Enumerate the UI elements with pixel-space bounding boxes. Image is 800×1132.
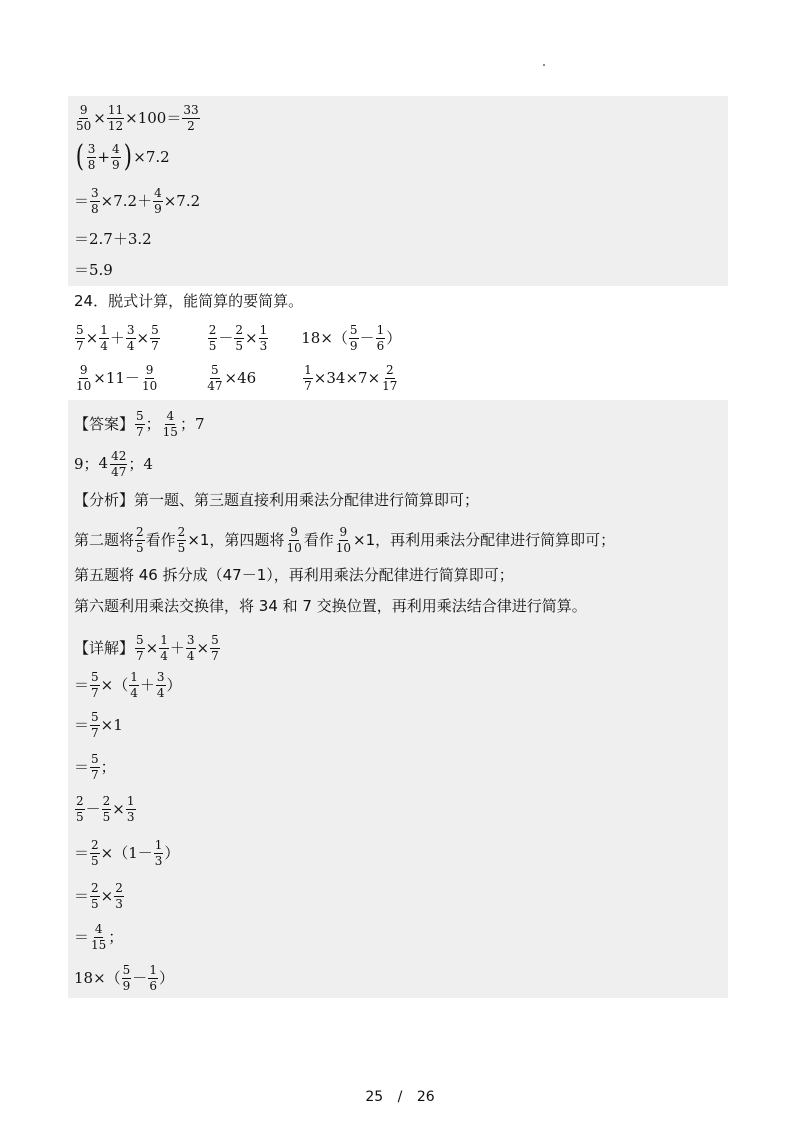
fraction: $\frac{1}{3}$ [154, 838, 163, 868]
fraction: $\frac{9}{10}$ [76, 363, 92, 393]
fraction: $\frac{9}{10}$ [286, 525, 302, 555]
equals: ＝ [74, 715, 90, 734]
separator: ； [145, 414, 161, 433]
analysis-line-3 [74, 568, 514, 583]
expression-text: 18×（ [74, 968, 121, 987]
calc-line-1 [74, 104, 201, 132]
fraction: $\frac{2}{5}$ [91, 838, 99, 868]
fraction: $\frac{9}{50}$ [76, 103, 92, 133]
fraction: $\frac{2}{5}$ [136, 525, 144, 555]
operator: × [93, 108, 106, 127]
fraction: $\frac{1}{4}$ [100, 323, 108, 353]
operator: × [245, 328, 258, 347]
analysis-text: 看作 [303, 530, 334, 549]
analysis-text: ×1，第四题将 [187, 530, 285, 549]
fraction: $\frac{3}{4}$ [186, 633, 195, 663]
fraction: $\frac{4}{9}$ [111, 141, 120, 172]
expression-text: ×（1－ [100, 843, 153, 862]
answer-line-2 [74, 450, 153, 478]
fraction: $\frac{3}{8}$ [91, 186, 99, 216]
analysis-line-2 [74, 526, 615, 554]
calc-line-2 [74, 139, 170, 174]
page-dot [543, 64, 545, 66]
analysis-line-1 [74, 493, 479, 508]
fraction: $\frac{5}{47}$ [207, 363, 223, 393]
expression-text: 18×（ [301, 328, 348, 347]
answer-label: 【答案】 [74, 414, 135, 433]
analysis-text: 第一题、第三题直接利用乘法分配律进行简算即可； [134, 491, 480, 509]
calc-line-5 [74, 263, 113, 278]
operator: × [85, 328, 99, 347]
operator: + [97, 147, 110, 166]
fraction: $\frac{5}{7}$ [136, 633, 144, 663]
expression-text: ） [164, 843, 180, 862]
fraction: $\frac{5}{7}$ [91, 710, 99, 740]
detail-step-8 [74, 923, 123, 951]
operator: × [196, 638, 210, 657]
fraction: $\frac{2}{5}$ [235, 323, 244, 353]
equals: ＝ [74, 886, 90, 905]
fraction: $\frac{5}{7}$ [91, 752, 99, 782]
calc-line-3 [74, 187, 200, 215]
operator: － [359, 328, 375, 347]
detail-label: 【详解】 [74, 638, 135, 657]
fraction: $\frac{5}{7}$ [136, 409, 144, 439]
right-paren: ) [123, 139, 132, 174]
fraction: $\frac{5}{7}$ [76, 323, 84, 353]
expression-text: ×34×7× [313, 368, 381, 387]
fraction: $\frac{3}{8}$ [87, 141, 96, 172]
detail-step-2 [74, 671, 182, 699]
fraction: $\frac{5}{7}$ [211, 633, 219, 663]
page-number [0, 1089, 800, 1105]
expression-text: ×7.2 [133, 147, 170, 166]
expression-text: ×100＝ [125, 108, 182, 127]
fraction: $\frac{2}{17}$ [382, 363, 398, 393]
operator: × [136, 328, 150, 347]
fraction: $\frac{4}{15}$ [162, 409, 178, 439]
expression-text: ×1 [100, 715, 123, 734]
fraction: $\frac{1}{6}$ [376, 323, 385, 353]
fraction: $\frac{1}{4}$ [160, 633, 168, 663]
question-24-title [74, 294, 303, 309]
question-24-row-1 [74, 324, 401, 352]
fraction: $\frac{2}{3}$ [115, 881, 123, 911]
fraction: $\frac{2}{5}$ [208, 323, 217, 353]
fraction: $\frac{5}{9}$ [349, 323, 358, 353]
answer-line-1 [74, 410, 205, 438]
fraction: $\frac{1}{7}$ [304, 363, 312, 393]
operator: × [100, 886, 114, 905]
fraction: $\frac{5}{7}$ [91, 670, 99, 700]
expression-text: ×（ [100, 675, 129, 694]
total-pages: 26 [416, 1089, 435, 1105]
fraction: $\frac{9}{10}$ [335, 525, 352, 555]
fraction: $\frac{1}{6}$ [149, 963, 157, 993]
expression-text: ； [108, 927, 124, 946]
expression-text: ×7.2 [163, 191, 201, 210]
current-page: 25 [365, 1089, 384, 1105]
page-separator: / [397, 1089, 403, 1105]
fraction: $\frac{2}{5}$ [177, 525, 186, 555]
expression-text: ） [158, 968, 174, 987]
mixed-number: 4 $\frac{42}{47}$ [98, 449, 127, 479]
analysis-text: 看作 [145, 530, 176, 549]
answer-value: ；4 [128, 454, 153, 473]
analysis-label: 【分析】 [74, 491, 135, 509]
equals: ＝ [74, 843, 90, 862]
fraction: $\frac{9}{10}$ [141, 363, 158, 393]
operator: × [112, 799, 125, 818]
fraction: $\frac{1}{4}$ [130, 670, 138, 700]
fraction: $\frac{2}{5}$ [91, 881, 99, 911]
analysis-text: ×1，再利用乘法分配律进行简算即可； [353, 530, 616, 549]
fraction: $\frac{3}{4}$ [156, 670, 165, 700]
fraction: $\frac{33}{2}$ [183, 103, 199, 133]
detail-step-7 [74, 882, 125, 910]
equals: ＝ [74, 675, 90, 694]
equals: ＝ [74, 927, 90, 946]
expression-text: ； [100, 757, 116, 776]
fraction: $\frac{4}{9}$ [154, 186, 162, 216]
fraction: $\frac{2}{5}$ [76, 794, 84, 824]
operator: － [85, 799, 101, 818]
expression-text: ） [166, 675, 182, 694]
detail-step-9 [74, 964, 174, 992]
separator: ； [179, 414, 195, 433]
operator: － [132, 968, 148, 987]
answer-value: 9； [74, 454, 99, 473]
equals: ＝ [74, 191, 90, 210]
answer-value: 7 [194, 414, 205, 433]
detail-step-5 [74, 795, 137, 823]
detail-step-4 [74, 753, 116, 781]
operator: ＋ [109, 328, 125, 347]
fraction: $\frac{3}{4}$ [126, 323, 135, 353]
operator: × [145, 638, 159, 657]
calc-line-4 [74, 232, 152, 247]
detail-step-3 [74, 711, 123, 739]
fraction: $\frac{11}{12}$ [107, 103, 124, 133]
fraction: $\frac{5}{9}$ [122, 963, 131, 993]
operator: ＋ [169, 638, 185, 657]
expression-text: ×11－ [93, 368, 140, 387]
analysis-text: 第五题将 46 拆分成（47－1），再利用乘法分配律进行简算即可； [74, 566, 514, 584]
detail-step-6 [74, 839, 179, 867]
analysis-text: 第二题将 [74, 530, 135, 549]
fraction: $\frac{5}{7}$ [151, 323, 159, 353]
question-title-text: 24．脱式计算，能简算的要简算。 [74, 292, 304, 310]
operator: ＋ [139, 675, 155, 694]
expression-text: ） [386, 328, 402, 347]
detail-step-1 [74, 634, 221, 662]
analysis-text: 第六题利用乘法交换律，将 34 和 7 交换位置，再利用乘法结合律进行简算。 [74, 597, 587, 615]
expression-text: ＝2.7＋3.2 [74, 230, 152, 248]
fraction: $\frac{1}{3}$ [126, 794, 135, 824]
expression-text: ×46 [224, 368, 257, 387]
left-paren: ( [75, 139, 84, 174]
fraction: $\frac{4}{15}$ [91, 922, 107, 952]
analysis-line-4 [74, 599, 587, 614]
equals: ＝ [74, 757, 90, 776]
expression-text: ＝5.9 [74, 261, 113, 279]
fraction: $\frac{2}{5}$ [102, 794, 111, 824]
operator: － [218, 328, 234, 347]
expression-text: ×7.2＋ [100, 191, 153, 210]
fraction: $\frac{1}{3}$ [259, 323, 268, 353]
question-24-row-2 [74, 364, 399, 392]
